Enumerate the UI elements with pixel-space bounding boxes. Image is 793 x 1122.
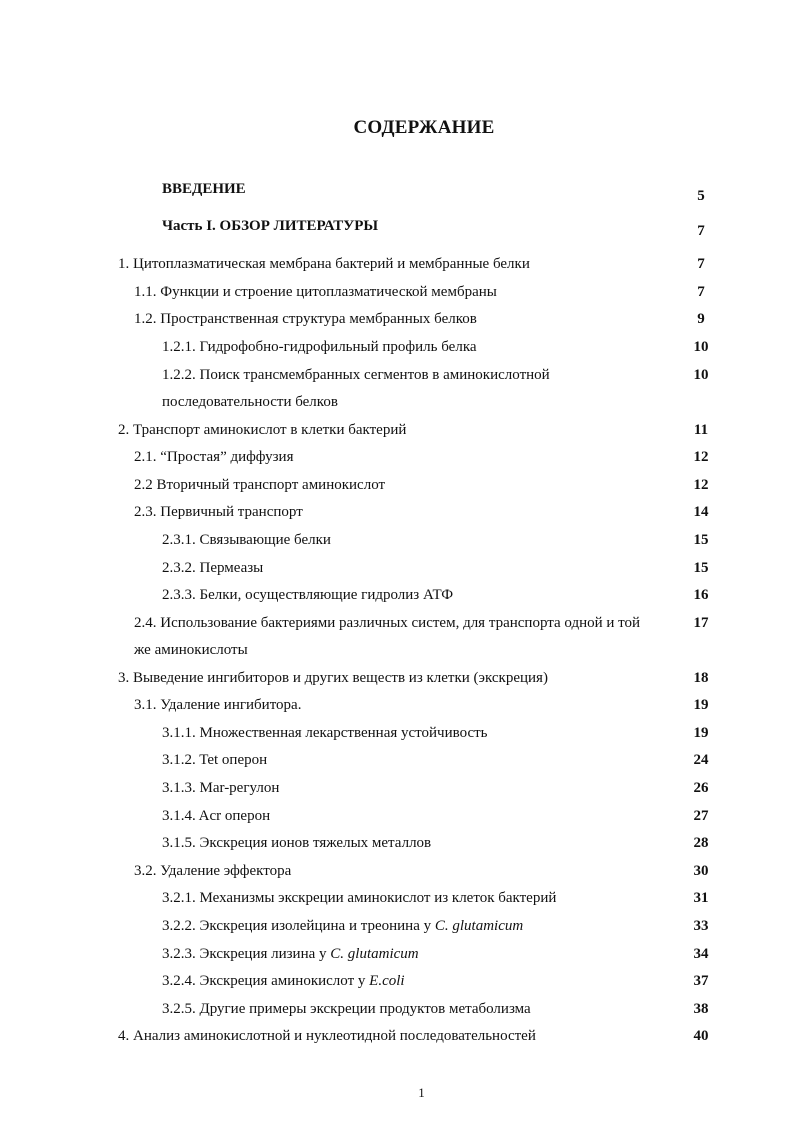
toc-entry-text-main: 3.2.2. Экскреция изолейцина и треонина у	[162, 918, 435, 934]
toc-entry-page: 24	[693, 752, 709, 768]
toc-entry-species: E.coli	[369, 973, 405, 989]
toc-entry-text-continued: последовательности белков	[162, 394, 338, 410]
toc-entry-section-1	[0, 256, 793, 280]
toc-entry-text: 1.1. Функции и строение цитоплазматической мембраны	[134, 284, 497, 300]
toc-entry-page: 7	[697, 284, 705, 300]
toc-entry-section-3-1-2	[0, 752, 793, 776]
toc-entry-section-2-2	[0, 477, 793, 501]
toc-entry-page: 40	[693, 1028, 709, 1044]
toc-entry-page: 9	[697, 311, 705, 327]
toc-entry-section-2-4	[0, 615, 793, 665]
toc-entry-section-4	[0, 1028, 793, 1052]
toc-entry-text: 2.2 Вторичный транспорт аминокислот	[134, 477, 386, 493]
toc-entry-species: C. glutamicum	[330, 946, 419, 962]
toc-entry-page: 18	[693, 670, 709, 686]
toc-entry-section-3-1-1	[0, 725, 793, 749]
toc-entry-text: 1.2.1. Гидрофобно-гидрофильный профиль белка	[162, 339, 477, 355]
toc-entry-page: 34	[693, 946, 709, 962]
toc-entry-page: 27	[693, 808, 709, 824]
toc-entry-section-2-3-3	[0, 587, 793, 611]
toc-entry-text: 3.2.5. Другие примеры экскреции продуктов метаболизма	[162, 1001, 531, 1017]
toc-entry-page: 26	[693, 780, 709, 796]
toc-entry-text: 2.1. “Простая” диффузия	[134, 449, 294, 465]
toc-entry-text: 3.1.3. Mar-регулон	[162, 780, 280, 796]
toc-entry-part-1	[0, 218, 793, 242]
toc-entry-section-3-1-3	[0, 780, 793, 804]
toc-entry-page: 10	[693, 339, 709, 355]
toc-entry-section-2-3	[0, 504, 793, 528]
toc-entry-page: 7	[697, 223, 705, 239]
toc-entry-text: 2.3.1. Связывающие белки	[162, 532, 331, 548]
toc-entry-section-1-2-2	[0, 367, 793, 417]
toc-entry-page: 17	[693, 615, 709, 631]
toc-entry-text: 1. Цитоплазматическая мембрана бактерий и мембранные белки	[118, 256, 530, 272]
toc-entry-section-3-2-4	[0, 973, 793, 997]
toc-entry-page: 38	[693, 1001, 709, 1017]
toc-entry-page: 7	[697, 256, 705, 272]
toc-entry-page: 14	[693, 504, 709, 520]
toc-entry-text	[162, 918, 523, 935]
page-title: СОДЕРЖАНИЕ	[353, 117, 495, 138]
toc-entry-page: 33	[693, 918, 709, 934]
toc-entry-page: 15	[693, 532, 709, 548]
toc-entry-text: 2.3.3. Белки, осуществляющие гидролиз АТФ	[162, 587, 454, 603]
toc-entry-section-3-2-1	[0, 890, 793, 914]
toc-entry-text	[162, 946, 419, 963]
toc-entry-text: 3. Выведение ингибиторов и других веществ из клетки (экскреция)	[118, 670, 548, 686]
toc-entry-section-2	[0, 422, 793, 446]
toc-entry-page: 19	[693, 697, 709, 713]
toc-entry-section-3-2-2	[0, 918, 793, 942]
toc-entry-section-3-2	[0, 863, 793, 887]
toc-entry-section-2-3-2	[0, 560, 793, 584]
toc-entry-page: 12	[693, 449, 709, 465]
page-number: 1	[418, 1085, 425, 1100]
toc-entry-section-2-3-1	[0, 532, 793, 556]
toc-entry-section-3-1-5	[0, 835, 793, 859]
toc-entry-section-1-2-1	[0, 339, 793, 363]
toc-entry-intro	[0, 181, 793, 205]
toc-entry-species: C. glutamicum	[434, 918, 524, 934]
toc-entry-page: 11	[693, 422, 709, 438]
toc-entry-section-1-1	[0, 284, 793, 308]
toc-entry-page: 10	[693, 367, 709, 383]
toc-entry-page: 30	[693, 863, 709, 879]
toc-entry-section-3-1-4	[0, 808, 793, 832]
toc-entry-text: 2. Транспорт аминокислот в клетки бактерий	[118, 422, 407, 438]
toc-entry-text: 3.1.1. Множественная лекарственная устойчивость	[162, 725, 488, 741]
toc-entry-page: 15	[693, 560, 709, 576]
toc-entry-section-3	[0, 670, 793, 694]
toc-entry-text: 3.1. Удаление ингибитора.	[134, 697, 302, 713]
toc-entry-text: 1.2. Пространственная структура мембранных белков	[134, 311, 477, 327]
toc-entry-text	[162, 973, 405, 990]
toc-entry-text: 3.1.2. Tet оперон	[162, 752, 268, 768]
toc-entry-text: 2.4. Использование бактериями различных систем, для транспорта одной и той	[134, 615, 641, 631]
toc-entry-section-3-2-5	[0, 1001, 793, 1025]
toc-entry-page: 5	[697, 188, 705, 204]
toc-entry-text: Часть I. ОБЗОР ЛИТЕРАТУРЫ	[162, 218, 379, 234]
toc-entry-section-2-1	[0, 449, 793, 473]
toc-entry-page: 12	[693, 477, 709, 493]
toc-entry-text: 2.3.2. Пермеазы	[162, 560, 264, 576]
toc-entry-text: 3.1.5. Экскреция ионов тяжелых металлов	[162, 835, 432, 851]
toc-entry-text: 3.2. Удаление эффектора	[134, 863, 292, 879]
toc-entry-section-3-2-3	[0, 946, 793, 970]
toc-entry-page: 19	[693, 725, 709, 741]
toc-entry-text: 1.2.2. Поиск трансмембранных сегментов в аминокислотной	[162, 367, 550, 383]
toc-entry-section-1-2	[0, 311, 793, 335]
toc-entry-page: 31	[693, 890, 709, 906]
toc-entry-text: 3.1.4. Acr оперон	[162, 808, 271, 824]
toc-entry-text: ВВЕДЕНИЕ	[162, 181, 246, 197]
toc-entry-page: 28	[693, 835, 709, 851]
toc-entry-text-main: 3.2.3. Экскреция лизина у	[162, 946, 331, 962]
toc-entry-text: 3.2.1. Механизмы экскреции аминокислот из клеток бактерий	[162, 890, 557, 906]
toc-entry-page: 37	[693, 973, 709, 989]
toc-entry-text: 2.3. Первичный транспорт	[134, 504, 303, 520]
toc-entry-text-main: 3.2.4. Экскреция аминокислот у	[162, 973, 370, 989]
toc-entry-section-3-1	[0, 697, 793, 721]
toc-entry-text-continued: же аминокислоты	[134, 642, 248, 658]
toc-entry-text: 4. Анализ аминокислотной и нуклеотидной последовательностей	[118, 1028, 536, 1044]
toc-entry-page: 16	[693, 587, 709, 603]
